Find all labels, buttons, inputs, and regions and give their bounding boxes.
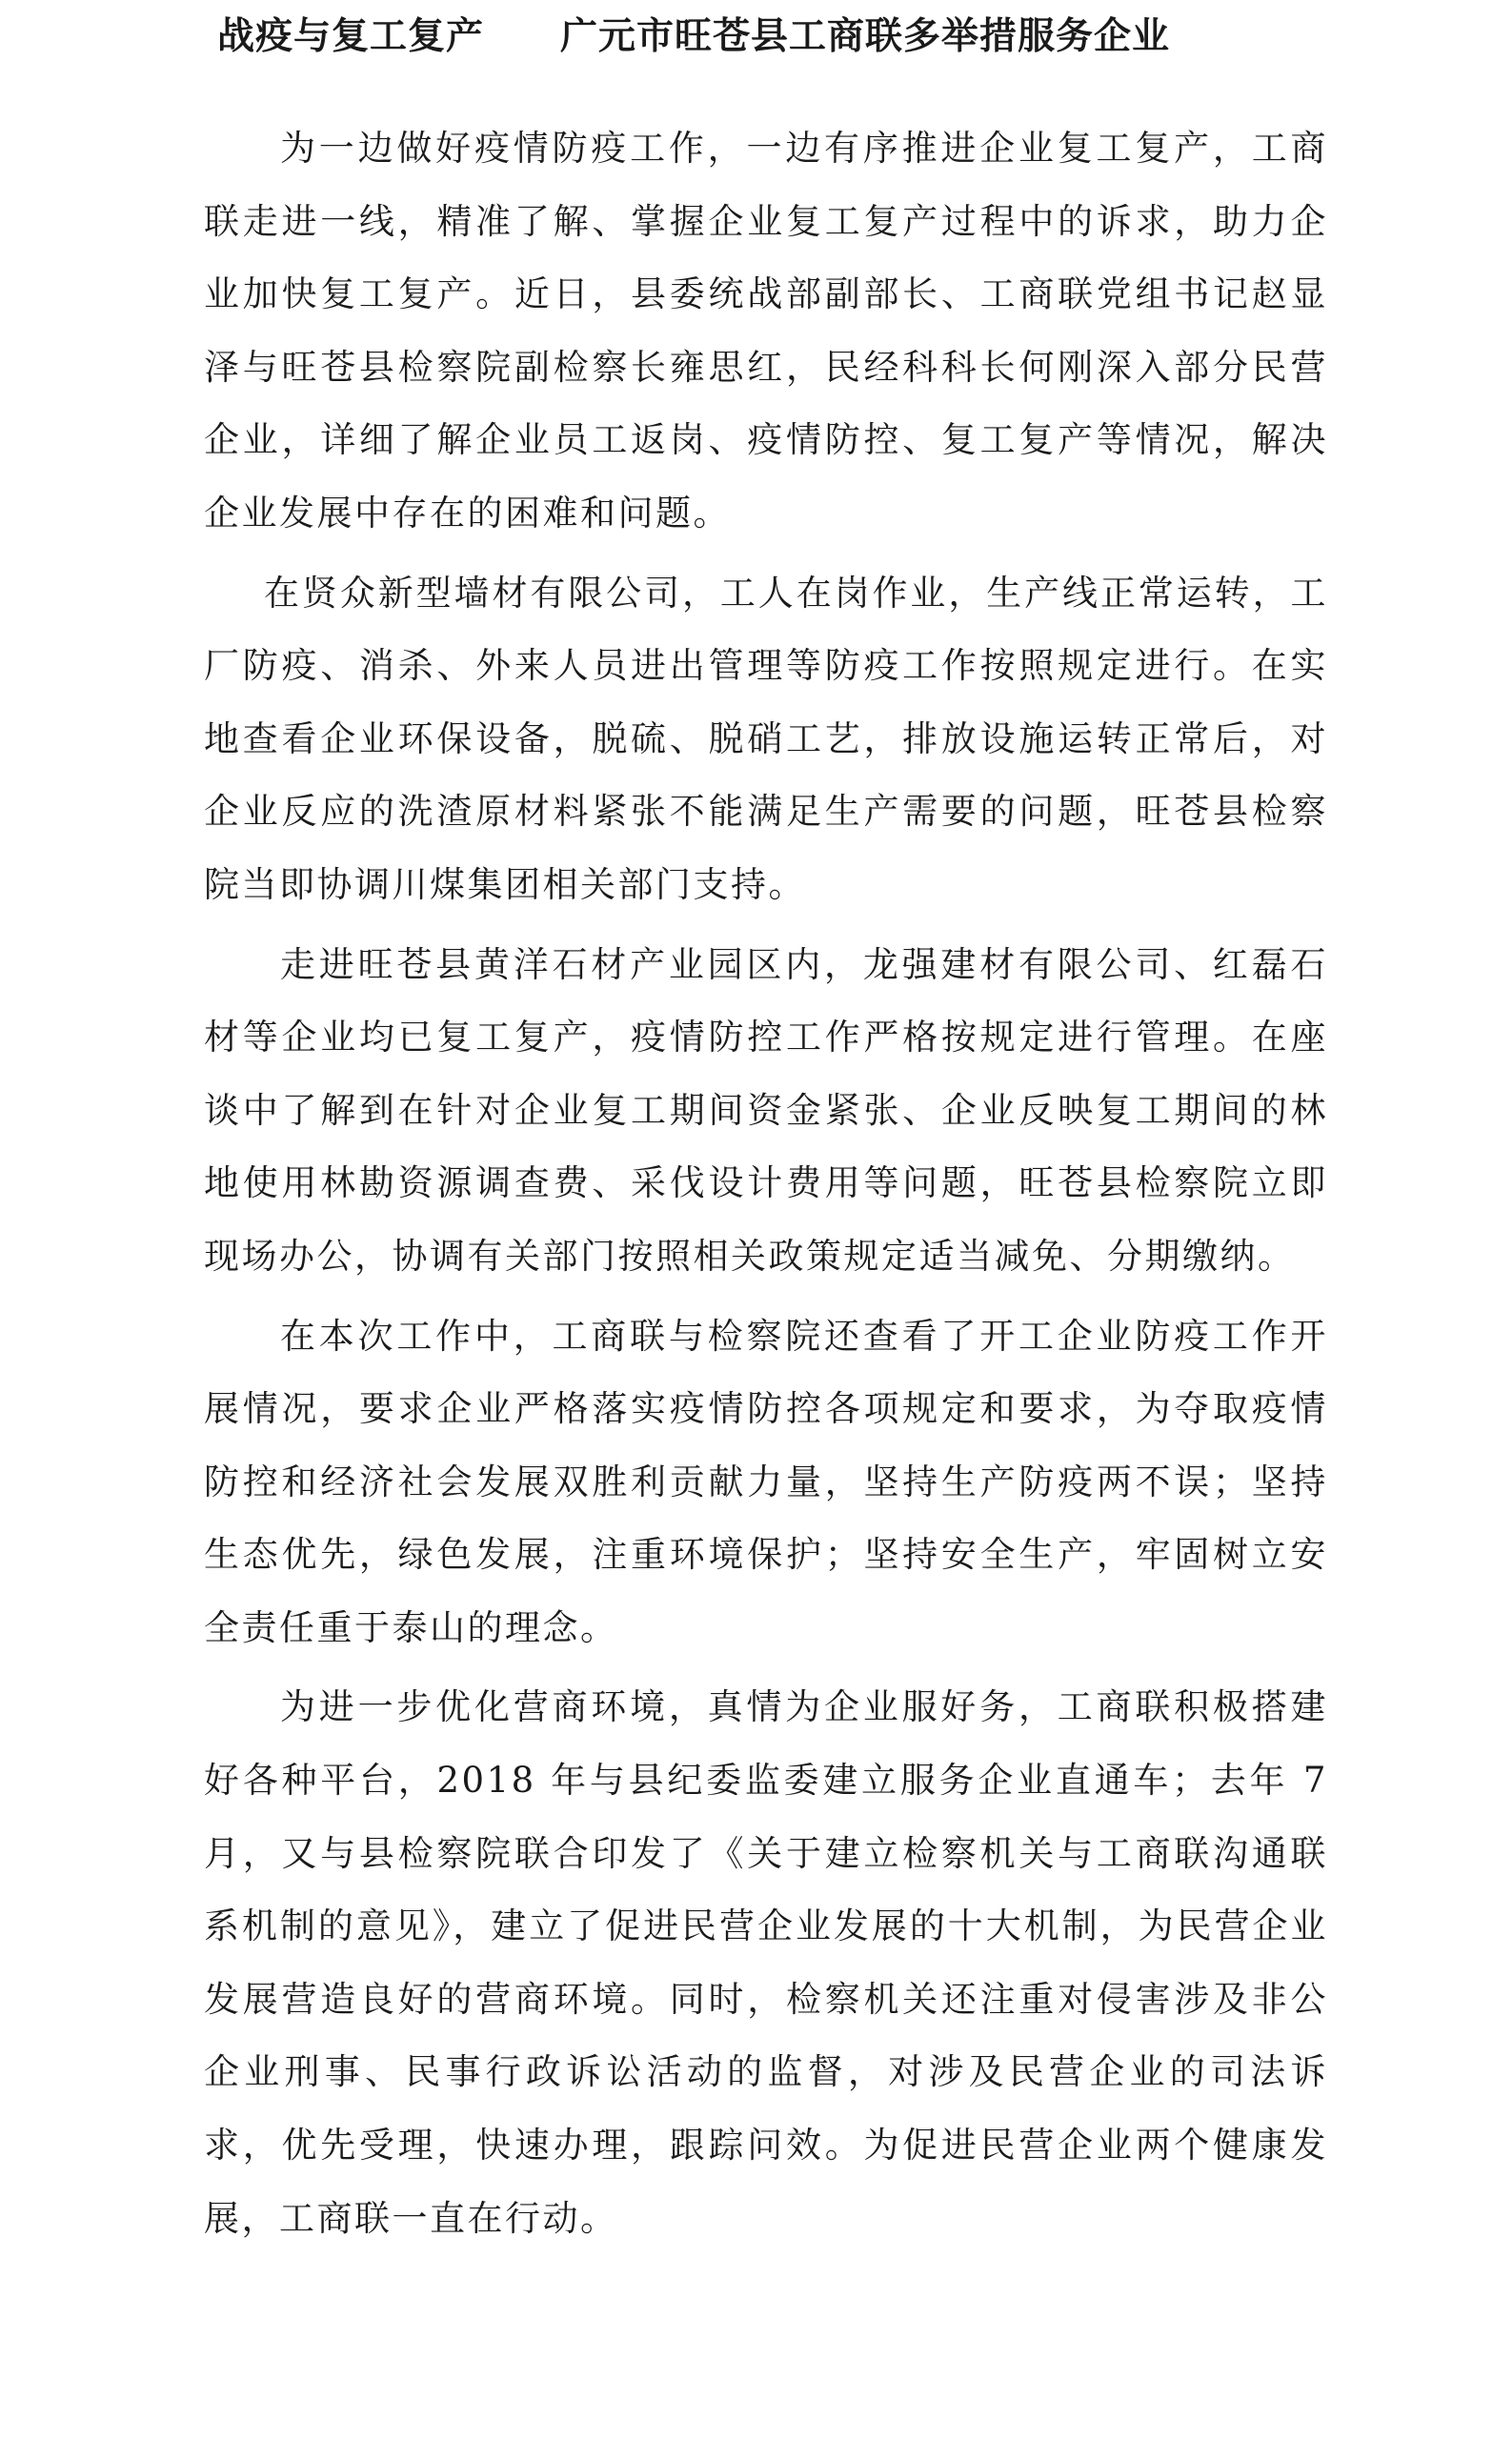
paragraph-1: 为一边做好疫情防疫工作，一边有序推进企业复工复产，工商联走进一线，精准了解、掌握企业复工复产过程中的诉求，助力企业加快复工复产。近日，县委统战部副部长、工商联党组书记赵显泽与旺苍县检察院副检察长雍思红，民经科科长何刚深入部分民营企业，详细了解企业员工返岗、疫情防控、复工复产等情况，解决企业发展中存在的困难和问题。	[204, 128, 1328, 534]
document-title: 战疫与复工复产 广元市旺苍县工商联多举措服务企业	[217, 14, 1171, 58]
article-body	[204, 112, 1328, 2262]
paragraph-4: 在本次工作中，工商联与检察院还查看了开工企业防疫工作开展情况，要求企业严格落实疫情防控各项规定和要求，为夺取疫情防控和经济社会发展双胜利贡献力量，坚持生产防疫两不误；坚持生态优先，绿色发展，注重环境保护；坚持安全生产，牢固树立安全责任重于泰山的理念。	[204, 1315, 1328, 1648]
paragraph-2: 在贤众新型墙材有限公司，工人在岗作业，生产线正常运转，工厂防疫、消杀、外来人员进出管理等防疫工作按照规定进行。在实地查看企业环保设备，脱硫、脱硝工艺，排放设施运转正常后，对企业反应的洗渣原材料紧张不能满足生产需要的问题，旺苍县检察院当即协调川煤集团相关部门支持。	[204, 572, 1328, 905]
paragraph-3: 走进旺苍县黄洋石材产业园区内，龙强建材有限公司、红磊石材等企业均已复工复产，疫情防控工作严格按规定进行管理。在座谈中了解到在针对企业复工期间资金紧张、企业反映复工期间的林地使用林勘资源调查费、采伐设计费用等问题，旺苍县检察院立即现场办公，协调有关部门按照相关政策规定适当减免、分期缴纳。	[204, 943, 1328, 1277]
paragraph-5: 为进一步优化营商环境，真情为企业服好务，工商联积极搭建好各种平台，2018 年与县纪委监委建立服务企业直通车；去年 7 月，又与县检察院联合印发了《关于建立检察机关与工商联沟通联系机制的意见》，建立了促进民营企业发展的十大机制，为民营企业发展营造良好的营商环境。同时，检察机关还注重对侵害涉及非公企业刑事、民事行政诉讼活动的监督，对涉及民营企业的司法诉求，优先受理，快速办理，跟踪问效。为促进民营企业两个健康发展，工商联一直在行动。	[204, 1686, 1328, 2239]
